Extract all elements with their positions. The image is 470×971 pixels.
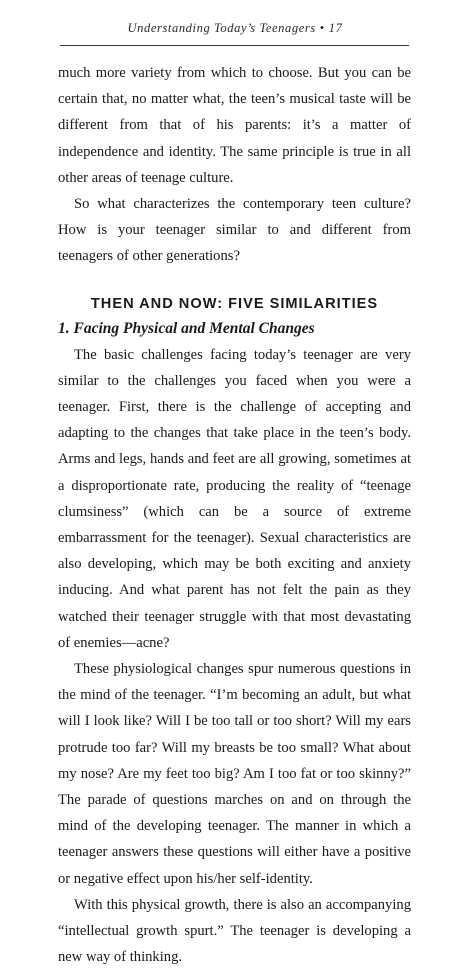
paragraph: much more variety from which to choose. But you can be certain that, no matter what, the teen’s musical taste will be different from that of his parents: it’s a matter of independence and identity. The same principle is true in all other areas of teenage culture. <box>58 65 411 186</box>
header-rule <box>60 45 409 46</box>
subheading: 1. Facing Physical and Mental Changes <box>58 319 315 337</box>
running-head <box>60 21 410 45</box>
section-heading: THEN AND NOW: FIVE SIMILARITIES <box>90 295 379 312</box>
body-text <box>58 60 411 971</box>
running-head-title: Understanding Today’s Teenagers <box>127 21 316 35</box>
page-number: 17 <box>328 21 343 35</box>
paragraph: These physiological changes spur numerous questions in the mind of the teenager. “I’m becoming an adult, but what will I look like? Will I be too tall or too short? Will my ears protrude too far? Will my breasts be too small? What about my nose? Are my feet too big? Am I too fat or too skinny?” The parade of questions marches on and on through the mind of the developing teenager. The manner in which a teenager answers these questions will either have a positive or negative effect upon his/her self-identity. <box>58 661 411 887</box>
running-head-separator: • <box>319 21 325 35</box>
paragraph: The basic challenges facing today’s teenager are very similar to the challenges you faced when you were a teenager. First, there is the challenge of accepting and adapting to the changes that take place in the teen’s body. Arms and legs, hands and feet are all growing, sometimes at a disproportionate rate, producing the reality of “teenage clumsiness” (which can be a source of extreme embarrassment for the teenager). Sexual characteristics are also developing, which may be both exciting and anxiety inducing. And what parent has not felt the pain as they watched their teenager struggle with that most devastating of enemies—acne? <box>58 346 411 651</box>
paragraph: With this physical growth, there is also an accompanying “intellectual growth spurt.” The teenager is developing a new way of thinking. <box>58 896 411 966</box>
paragraph: So what characterizes the contemporary teen culture? How is your teenager similar to and different from teenagers of other generations? <box>58 196 411 265</box>
